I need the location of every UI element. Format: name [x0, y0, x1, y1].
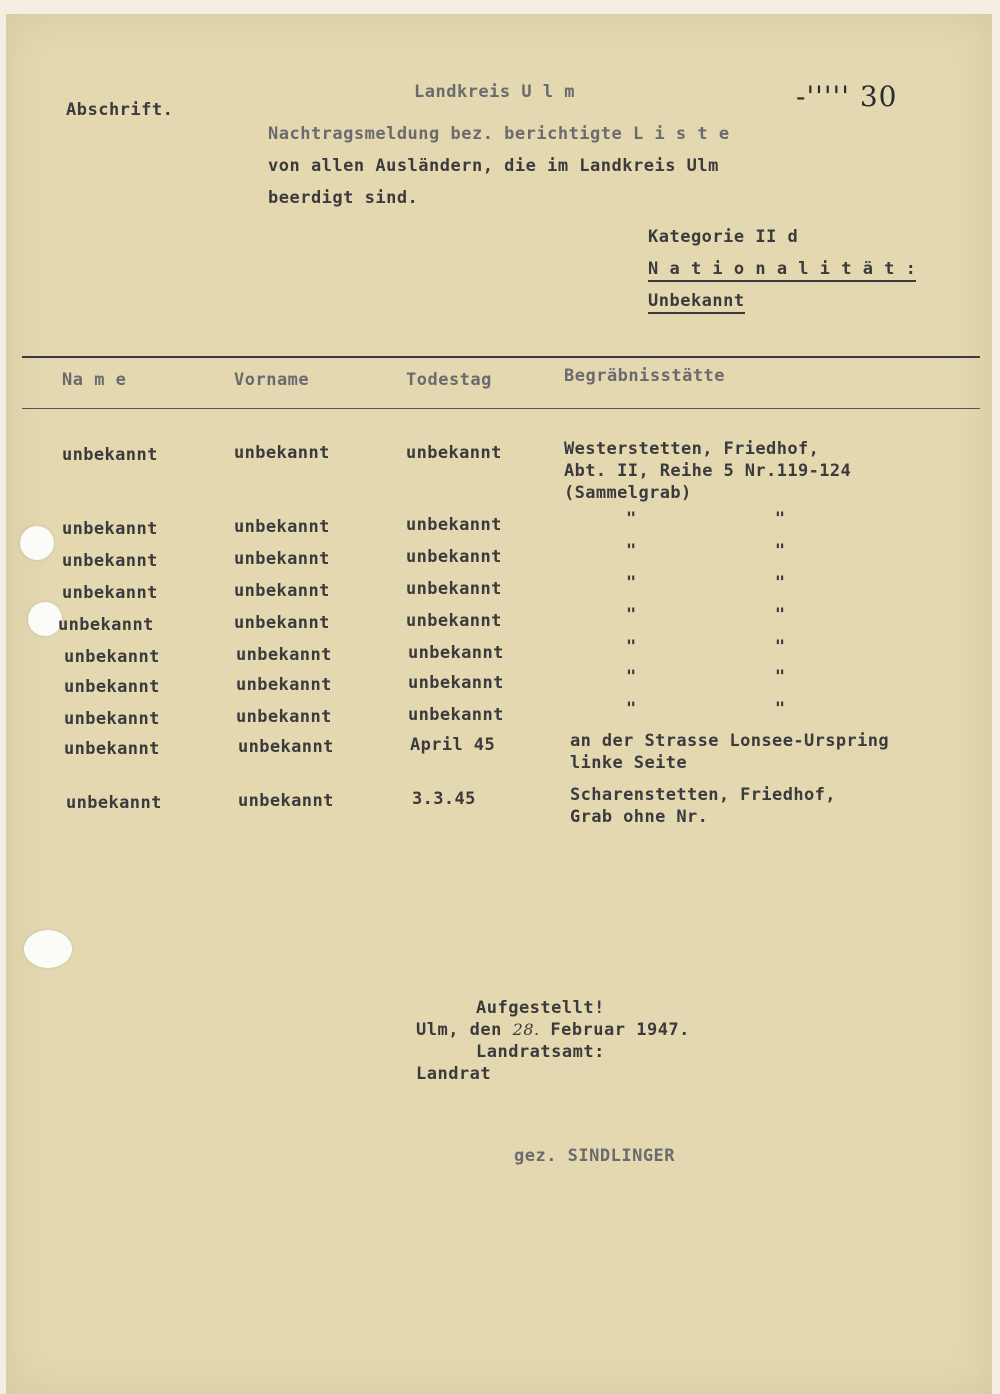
cell-todestag: unbekannt [408, 673, 504, 693]
cell-todestag: April 45 [410, 735, 496, 755]
punch-hole [20, 526, 54, 560]
column-header-todestag: Todestag [406, 370, 492, 390]
footer-office: Landratsamt: [476, 1042, 605, 1062]
punch-hole [24, 930, 72, 968]
punch-hole [28, 602, 62, 636]
footer-date-line [416, 1020, 690, 1040]
cell-vorname: unbekannt [234, 443, 330, 463]
footer-date-prefix: Ulm, den [416, 1020, 502, 1040]
column-header-vorname: Vorname [234, 370, 310, 390]
cell-name: unbekannt [64, 739, 160, 759]
cell-begraebnisstaette: Scharenstetten, Friedhof, Grab ohne Nr. [570, 785, 836, 827]
intro-line-3: beerdigt sind. [268, 188, 419, 208]
cell-todestag: unbekannt [406, 443, 502, 463]
cell-begraebnisstaette: Westerstetten, Friedhof, Abt. II, Reihe 5 Nr.119-124 (Sammelgrab) [564, 439, 852, 503]
cell-vorname: unbekannt [234, 517, 330, 537]
cell-ditto: " " [626, 667, 786, 687]
document-page [6, 14, 992, 1394]
column-header-begraebnisstaette: Begräbnisstätte [564, 366, 726, 386]
cell-ditto: " " [626, 699, 786, 719]
intro-line-2: von allen Ausländern, die im Landkreis Ulm [268, 156, 719, 176]
cell-vorname: unbekannt [234, 581, 330, 601]
cell-todestag: unbekannt [408, 643, 504, 663]
cell-vorname: unbekannt [238, 737, 334, 757]
cell-todestag: unbekannt [406, 515, 502, 535]
cell-name: unbekannt [64, 709, 160, 729]
nationality-value: Unbekannt [648, 291, 745, 314]
cell-todestag: unbekannt [408, 705, 504, 725]
cell-ditto: " " [626, 605, 786, 625]
cell-name: unbekannt [66, 793, 162, 813]
footer-date-suffix: Februar 1947. [550, 1020, 690, 1040]
cell-todestag: 3.3.45 [412, 789, 476, 809]
footer-date-handwritten-day: 28. [512, 1020, 540, 1039]
cell-begraebnisstaette: an der Strasse Lonsee-Urspring linke Seite [570, 731, 890, 773]
table-top-rule [22, 356, 980, 358]
cell-todestag: unbekannt [406, 547, 502, 567]
document-label: Abschrift. [66, 100, 174, 120]
header-under-rule [22, 408, 980, 409]
cell-ditto: " " [626, 573, 786, 593]
cell-name: unbekannt [58, 615, 154, 635]
intro-line-1: Nachtragsmeldung bez. berichtigte L i s t e [268, 124, 730, 144]
cell-vorname: unbekannt [236, 645, 332, 665]
cell-todestag: unbekannt [406, 611, 502, 631]
cell-name: unbekannt [62, 551, 158, 571]
footer-title: Landrat [416, 1064, 492, 1084]
cell-vorname: unbekannt [234, 549, 330, 569]
cell-name: unbekannt [62, 583, 158, 603]
column-header-name: Na m e [62, 370, 127, 390]
district-title: Landkreis U l m [414, 82, 576, 102]
cell-vorname: unbekannt [238, 791, 334, 811]
cell-name: unbekannt [62, 445, 158, 465]
category-label: Kategorie II d [648, 227, 799, 247]
nationality-label: N a t i o n a l i t ä t : [648, 259, 916, 282]
cell-name: unbekannt [62, 519, 158, 539]
cell-vorname: unbekannt [234, 613, 330, 633]
cell-name: unbekannt [64, 677, 160, 697]
cell-todestag: unbekannt [406, 579, 502, 599]
cell-vorname: unbekannt [236, 675, 332, 695]
cell-ditto: " " [626, 541, 786, 561]
cell-ditto: " " [626, 637, 786, 657]
footer-signature: gez. SINDLINGER [514, 1146, 676, 1166]
cell-ditto: " " [626, 509, 786, 529]
cell-name: unbekannt [64, 647, 160, 667]
page-number-mark: -''''' 30 [796, 80, 898, 113]
cell-vorname: unbekannt [236, 707, 332, 727]
footer-aufgestellt: Aufgestellt! [476, 998, 605, 1018]
